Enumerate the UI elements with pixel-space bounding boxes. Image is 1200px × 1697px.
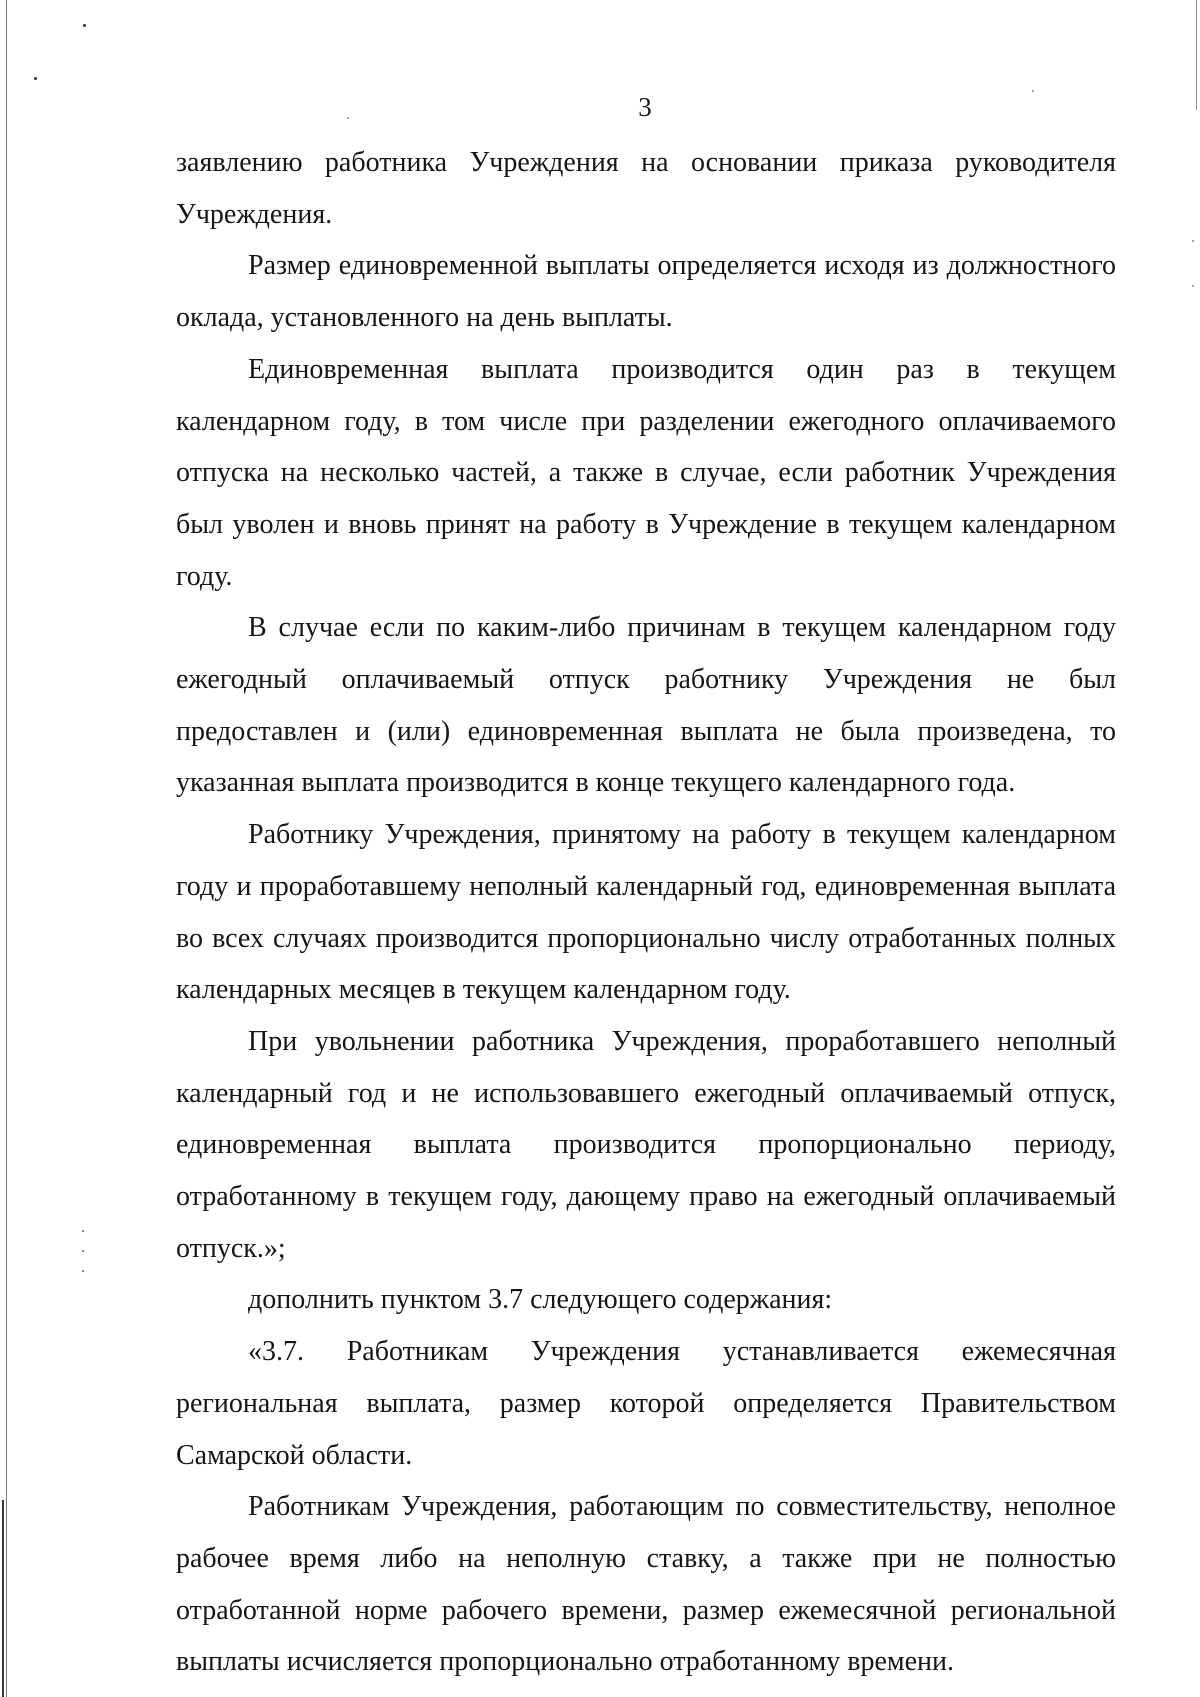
paragraph: Работникам Учреждения, работающим по совместительству, неполное рабочее время либо на неполную ставку, а также при не полностью отработанной норме рабочего времени, размер ежемесячной региональной выплаты исчисляется пропорционально отработанному времени. xyxy=(176,1491,1116,1678)
paragraph: Единовременная выплата производится один раз в текущем календарном году, в том числе при разделении ежегодного оплачиваемого отпуска на несколько частей, а также в случае, если работник Учреждения был уволен и вновь принят на работу в Учреждение в текущем календарном году. xyxy=(176,353,1116,592)
scan-speck xyxy=(82,1250,84,1252)
page-number: 3 xyxy=(638,92,652,122)
paragraph: «3.7. Работникам Учреждения устанавливается ежемесячная региональная выплата, размер которой определяется Правительством Самарской области. xyxy=(176,1336,1116,1471)
paragraph: Работнику Учреждения, принятому на работу в текущем календарном году и проработавшему неполный календарный год, единовременная выплата во всех случаях производится пропорционально числу отработанных полных календарных месяцев в текущем календарном году. xyxy=(176,819,1116,1006)
paragraph: дополнить пунктом 3.7 следующего содержания: xyxy=(248,1284,833,1316)
scan-speck xyxy=(83,24,86,27)
paragraph: Размер единовременной выплаты определяется исходя из должностного оклада, установленного на день выплаты. xyxy=(176,250,1116,334)
scan-speck xyxy=(34,77,37,80)
scan-speck xyxy=(1192,285,1194,287)
scan-speck xyxy=(1192,240,1194,242)
paragraph: заявлению работника Учреждения на основании приказа руководителя Учреждения. xyxy=(176,147,1116,230)
scan-left-edge-shadow xyxy=(2,1500,4,1697)
paragraph: В случае если по каким-либо причинам в текущем календарном году ежегодный оплачиваемый отпуск работнику Учреждения не был предоставлен и (или) единовременная выплата не была произведена, то указанная выплата производится в конце текущего календарного года. xyxy=(176,612,1116,799)
document-body xyxy=(176,137,1116,1688)
scan-speck xyxy=(82,1230,84,1232)
scan-left-edge-line xyxy=(6,0,7,1697)
paragraph: При увольнении работника Учреждения, проработавшего неполный календарный год и не использовавшего ежегодный оплачиваемый отпуск, единовременная выплата производится пропорционально периоду, отработанному в текущем году, дающему право на ежегодный оплачиваемый отпуск.»; xyxy=(176,1025,1116,1264)
scan-speck xyxy=(82,1270,84,1272)
